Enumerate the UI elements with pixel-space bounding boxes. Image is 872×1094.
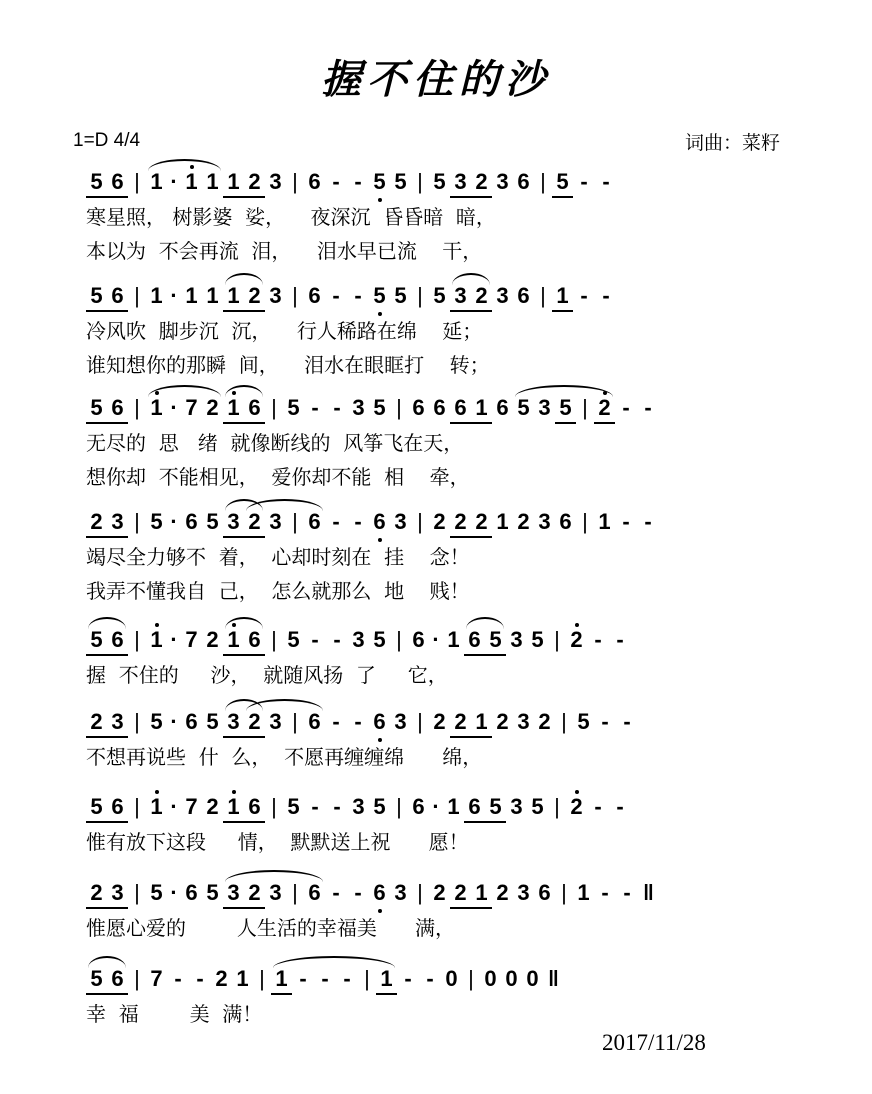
- song-title: 握不住的沙: [321, 56, 551, 103]
- score-line-4: [86, 505, 786, 603]
- note: 1: [447, 627, 460, 652]
- sustain-dash: -: [332, 509, 340, 534]
- note: 6: [244, 627, 265, 653]
- note: 3: [107, 709, 128, 735]
- score-line-5: [86, 623, 786, 687]
- note: 3: [510, 627, 523, 652]
- bar-line: |: [417, 283, 423, 308]
- note: 5: [531, 627, 544, 652]
- note: 6: [185, 709, 198, 734]
- sustain-dash: -: [602, 283, 610, 308]
- slur-arc: [148, 159, 221, 171]
- note: 3: [107, 880, 128, 906]
- score-line-1: [86, 165, 786, 263]
- note: 1: [496, 509, 509, 534]
- note: 2: [450, 880, 471, 906]
- lyric-row-verse-1: 冷风吹 脚步沉 沉， 行人稀路在绵 延；: [86, 319, 483, 343]
- note: 7: [150, 966, 163, 991]
- note: 6: [107, 627, 128, 653]
- slur-arc: [88, 956, 126, 968]
- note: 7: [185, 627, 198, 652]
- notation-row: [86, 623, 786, 653]
- slur-arc: [148, 385, 221, 397]
- lyric-row-verse-2: 想你却 不能相见， 爱你却不能 相 牵，: [86, 465, 470, 489]
- note: 3: [223, 509, 244, 535]
- score-line-2: [86, 279, 786, 377]
- sustain-dash: -: [321, 966, 329, 991]
- notation-row: [86, 962, 786, 992]
- sustain-dash: -: [333, 395, 341, 420]
- notation-row: [86, 705, 786, 735]
- dot-extension: ·: [170, 627, 178, 652]
- sustain-dash: -: [311, 794, 319, 819]
- note: 5: [555, 395, 576, 421]
- bar-line: |: [561, 709, 567, 734]
- note: 5: [485, 794, 506, 820]
- note: 6: [369, 880, 390, 906]
- note: 2: [471, 509, 492, 535]
- bar-line: |: [540, 169, 546, 194]
- dot-extension: ·: [170, 283, 178, 308]
- note: 5: [206, 509, 219, 534]
- note: 5: [150, 709, 163, 734]
- lyrics-music-credit: 词曲：菜籽: [684, 132, 780, 154]
- note: 3: [352, 794, 365, 819]
- note: 3: [517, 709, 530, 734]
- lyric-row: 不想再说些 什 么， 不愿再缠缠绵 绵，: [86, 745, 483, 769]
- note: 1: [146, 627, 167, 653]
- note: 1: [223, 794, 244, 820]
- note: 6: [107, 794, 128, 820]
- note: 3: [107, 509, 128, 535]
- lyric-row: 幸 福 美 满！: [86, 1002, 263, 1026]
- note: 1: [447, 794, 460, 819]
- bar-line: |: [134, 169, 140, 194]
- note: 3: [496, 283, 509, 308]
- note: 6: [412, 794, 425, 819]
- note: 2: [496, 709, 509, 734]
- note: 1: [236, 966, 249, 991]
- note: 6: [369, 509, 390, 535]
- sustain-dash: -: [311, 627, 319, 652]
- note: 2: [244, 709, 265, 735]
- note: 6: [369, 709, 390, 735]
- bar-line: |: [396, 794, 402, 819]
- note: 2: [86, 880, 107, 906]
- note: 2: [433, 709, 446, 734]
- bar-line: |: [364, 966, 370, 991]
- bar-line: |: [134, 509, 140, 534]
- note: 6: [464, 794, 485, 820]
- note: 6: [244, 794, 265, 820]
- note: 5: [86, 169, 107, 195]
- score-line-9: [86, 962, 786, 1026]
- note: 2: [496, 880, 509, 905]
- note: 1: [146, 395, 167, 421]
- note: 2: [215, 966, 228, 991]
- lyric-row: 惟有放下这段 情， 默默送上祝 愿！: [86, 830, 469, 854]
- note: 1: [577, 880, 590, 905]
- note: 6: [538, 880, 551, 905]
- note: 6: [107, 169, 128, 195]
- note: 1: [598, 509, 611, 534]
- note: 5: [369, 283, 390, 309]
- bar-line: |: [292, 283, 298, 308]
- sustain-dash: -: [601, 709, 609, 734]
- score-line-6: [86, 705, 786, 769]
- note: 3: [517, 880, 530, 905]
- note: 6: [450, 395, 471, 421]
- note: 3: [394, 709, 407, 734]
- note: 6: [559, 509, 572, 534]
- note: 5: [373, 627, 386, 652]
- note: 5: [373, 395, 386, 420]
- note: 5: [86, 794, 107, 820]
- note: 5: [287, 794, 300, 819]
- note: 7: [185, 794, 198, 819]
- bar-line: |: [271, 395, 277, 420]
- score-line-3: [86, 391, 786, 489]
- note: 2: [206, 395, 219, 420]
- slur-arc: [452, 273, 490, 285]
- bar-line: |: [417, 169, 423, 194]
- note: 5: [206, 709, 219, 734]
- sustain-dash: -: [580, 169, 588, 194]
- note: 2: [450, 709, 471, 735]
- note: 5: [552, 169, 573, 195]
- sustain-dash: -: [354, 509, 362, 534]
- note: 3: [269, 283, 282, 308]
- sustain-dash: -: [332, 169, 340, 194]
- note: 2: [206, 627, 219, 652]
- note: 3: [352, 627, 365, 652]
- note: 2: [538, 709, 551, 734]
- note: 5: [287, 395, 300, 420]
- note: 5: [206, 880, 219, 905]
- note: 5: [394, 283, 407, 308]
- slur-arc: [246, 699, 323, 711]
- note: 5: [517, 395, 530, 420]
- bar-line: |: [134, 709, 140, 734]
- note: 2: [471, 283, 492, 309]
- slur-arc: [225, 617, 263, 629]
- sustain-dash: -: [594, 794, 602, 819]
- note: 2: [206, 794, 219, 819]
- note: 1: [552, 283, 573, 309]
- lyric-row-verse-2: 谁知想你的那瞬 间， 泪水在眼眶打 转；: [86, 353, 490, 377]
- note: 1: [206, 283, 219, 308]
- bar-line: |: [292, 509, 298, 534]
- bar-line: |: [396, 395, 402, 420]
- slur-arc: [88, 617, 126, 629]
- note: 6: [185, 509, 198, 534]
- note: 3: [352, 395, 365, 420]
- sustain-dash: -: [601, 880, 609, 905]
- sustain-dash: -: [343, 966, 351, 991]
- note: 6: [185, 880, 198, 905]
- sustain-dash: -: [622, 395, 630, 420]
- note: 6: [107, 283, 128, 309]
- note: 1: [206, 169, 219, 194]
- bar-line: |: [271, 794, 277, 819]
- bar-line: |: [259, 966, 265, 991]
- note: 5: [86, 966, 107, 992]
- bar-line: |: [134, 283, 140, 308]
- note: 6: [308, 509, 321, 534]
- dot-extension: ·: [432, 627, 440, 652]
- note: 2: [433, 509, 446, 534]
- note: 6: [412, 395, 425, 420]
- sustain-dash: -: [299, 966, 307, 991]
- bar-line: |: [292, 169, 298, 194]
- note: 5: [485, 627, 506, 653]
- note: 3: [223, 709, 244, 735]
- note: 1: [146, 794, 167, 820]
- score-line-7: [86, 790, 786, 854]
- note: 1: [471, 709, 492, 735]
- note: 5: [433, 283, 446, 308]
- note: 2: [566, 627, 587, 653]
- note: 3: [223, 880, 244, 906]
- note: 2: [244, 283, 265, 309]
- note: 3: [450, 283, 471, 309]
- dot-extension: ·: [170, 880, 178, 905]
- sustain-dash: -: [623, 880, 631, 905]
- note: 1: [223, 283, 244, 309]
- note: 3: [538, 395, 551, 420]
- note: 3: [269, 509, 282, 534]
- lyric-row: 惟愿心爱的 人生活的幸福美 满，: [86, 916, 456, 940]
- note: 3: [394, 509, 407, 534]
- note: 1: [223, 395, 244, 421]
- sustain-dash: -: [594, 627, 602, 652]
- note: 1: [150, 169, 163, 194]
- note: 3: [496, 169, 509, 194]
- sustain-dash: -: [580, 283, 588, 308]
- bar-line: |: [271, 627, 277, 652]
- end-bar-line: ‖: [548, 966, 556, 991]
- note: 3: [450, 169, 471, 195]
- bar-line: |: [292, 880, 298, 905]
- note: 2: [433, 880, 446, 905]
- note: 1: [271, 966, 292, 992]
- sustain-dash: -: [333, 627, 341, 652]
- note: 1: [376, 966, 397, 992]
- sustain-dash: -: [354, 709, 362, 734]
- note: 1: [150, 283, 163, 308]
- bar-line: |: [134, 966, 140, 991]
- bar-line: |: [468, 966, 474, 991]
- note: 2: [517, 509, 530, 534]
- note: 0: [505, 966, 518, 991]
- notation-row: [86, 505, 786, 535]
- note: 2: [86, 509, 107, 535]
- note: 2: [244, 169, 265, 195]
- slur-arc: [466, 617, 504, 629]
- note: 1: [471, 395, 492, 421]
- note: 0: [484, 966, 497, 991]
- note: 1: [471, 880, 492, 906]
- dot-extension: ·: [170, 509, 178, 534]
- slur-arc: [515, 385, 613, 397]
- sustain-dash: -: [426, 966, 434, 991]
- note: 6: [308, 169, 321, 194]
- note: 3: [269, 169, 282, 194]
- note: 6: [433, 395, 446, 420]
- bar-line: |: [292, 709, 298, 734]
- sustain-dash: -: [616, 794, 624, 819]
- note: 5: [394, 169, 407, 194]
- note: 5: [369, 169, 390, 195]
- note: 2: [450, 509, 471, 535]
- note: 0: [445, 966, 458, 991]
- note: 6: [517, 169, 530, 194]
- date-stamp: 2017/11/28: [602, 1030, 706, 1055]
- note: 5: [150, 880, 163, 905]
- sustain-dash: -: [332, 880, 340, 905]
- dot-extension: ·: [170, 709, 178, 734]
- note: 6: [107, 966, 128, 992]
- bar-line: |: [554, 627, 560, 652]
- sustain-dash: -: [623, 709, 631, 734]
- lyric-row-verse-2: 我弄不懂我自 己， 怎么就那么 地 贱！: [86, 579, 470, 603]
- slur-arc: [246, 499, 323, 511]
- bar-line: |: [396, 627, 402, 652]
- note: 6: [496, 395, 509, 420]
- sustain-dash: -: [622, 509, 630, 534]
- note: 3: [538, 509, 551, 534]
- note: 1: [223, 627, 244, 653]
- note: 5: [531, 794, 544, 819]
- note: 5: [150, 509, 163, 534]
- score-line-8: [86, 876, 786, 940]
- sustain-dash: -: [602, 169, 610, 194]
- slur-arc: [273, 956, 395, 968]
- note: 6: [517, 283, 530, 308]
- bar-line: |: [417, 509, 423, 534]
- dot-extension: ·: [170, 395, 178, 420]
- sustain-dash: -: [354, 283, 362, 308]
- note: 3: [269, 880, 282, 905]
- dot-extension: ·: [170, 794, 178, 819]
- bar-line: |: [582, 395, 588, 420]
- sustain-dash: -: [354, 880, 362, 905]
- note: 7: [185, 395, 198, 420]
- bar-line: |: [540, 283, 546, 308]
- note: 5: [86, 283, 107, 309]
- bar-line: |: [134, 627, 140, 652]
- note: 6: [412, 627, 425, 652]
- note: 3: [510, 794, 523, 819]
- bar-line: |: [134, 794, 140, 819]
- note: 1: [223, 169, 244, 195]
- note: 6: [308, 880, 321, 905]
- lyric-row-verse-1: 寒星照， 树影婆 娑， 夜深沉 昏昏暗 暗，: [86, 205, 496, 229]
- notation-row: [86, 790, 786, 820]
- bar-line: |: [134, 880, 140, 905]
- lyric-row-verse-1: 无尽的 思 绪 就像断线的 风筝飞在天，: [86, 431, 464, 455]
- slur-arc: [225, 385, 263, 397]
- note: 3: [394, 880, 407, 905]
- note: 2: [471, 169, 492, 195]
- note: 5: [373, 794, 386, 819]
- bar-line: |: [554, 794, 560, 819]
- bar-line: |: [417, 880, 423, 905]
- notation-row: [86, 279, 786, 309]
- sustain-dash: -: [644, 395, 652, 420]
- bar-line: |: [561, 880, 567, 905]
- lyric-row: 握 不住的 沙， 就随风扬 了 它，: [86, 663, 448, 687]
- sustain-dash: -: [333, 794, 341, 819]
- end-bar-line: ‖: [643, 880, 651, 905]
- sustain-dash: -: [311, 395, 319, 420]
- sustain-dash: -: [332, 283, 340, 308]
- note: 3: [269, 709, 282, 734]
- notation-row: [86, 876, 786, 906]
- note: 6: [464, 627, 485, 653]
- note: 5: [287, 627, 300, 652]
- bar-line: |: [582, 509, 588, 534]
- note: 6: [308, 709, 321, 734]
- bar-line: |: [134, 395, 140, 420]
- note: 2: [566, 794, 587, 820]
- note: 5: [86, 627, 107, 653]
- dot-extension: ·: [170, 169, 178, 194]
- slur-arc: [225, 870, 323, 882]
- key-signature: 1=D 4/4: [73, 130, 141, 151]
- note: 5: [433, 169, 446, 194]
- bar-line: |: [417, 709, 423, 734]
- sustain-dash: -: [174, 966, 182, 991]
- note: 2: [86, 709, 107, 735]
- sustain-dash: -: [196, 966, 204, 991]
- note: 1: [181, 169, 202, 195]
- note: 6: [244, 395, 265, 421]
- sustain-dash: -: [354, 169, 362, 194]
- lyric-row-verse-1: 竭尽全力够不 着， 心却时刻在 挂 念！: [86, 545, 470, 569]
- sustain-dash: -: [616, 627, 624, 652]
- note: 6: [107, 395, 128, 421]
- note: 2: [594, 395, 615, 421]
- lyric-row-verse-2: 本以为 不会再流 泪， 泪水早已流 干，: [86, 239, 483, 263]
- note: 0: [526, 966, 539, 991]
- note: 1: [185, 283, 198, 308]
- note: 6: [308, 283, 321, 308]
- note: 5: [86, 395, 107, 421]
- sustain-dash: -: [332, 709, 340, 734]
- note: 2: [244, 509, 265, 535]
- sustain-dash: -: [404, 966, 412, 991]
- sustain-dash: -: [644, 509, 652, 534]
- note: 2: [244, 880, 265, 906]
- dot-extension: ·: [432, 794, 440, 819]
- note: 5: [577, 709, 590, 734]
- slur-arc: [225, 273, 263, 285]
